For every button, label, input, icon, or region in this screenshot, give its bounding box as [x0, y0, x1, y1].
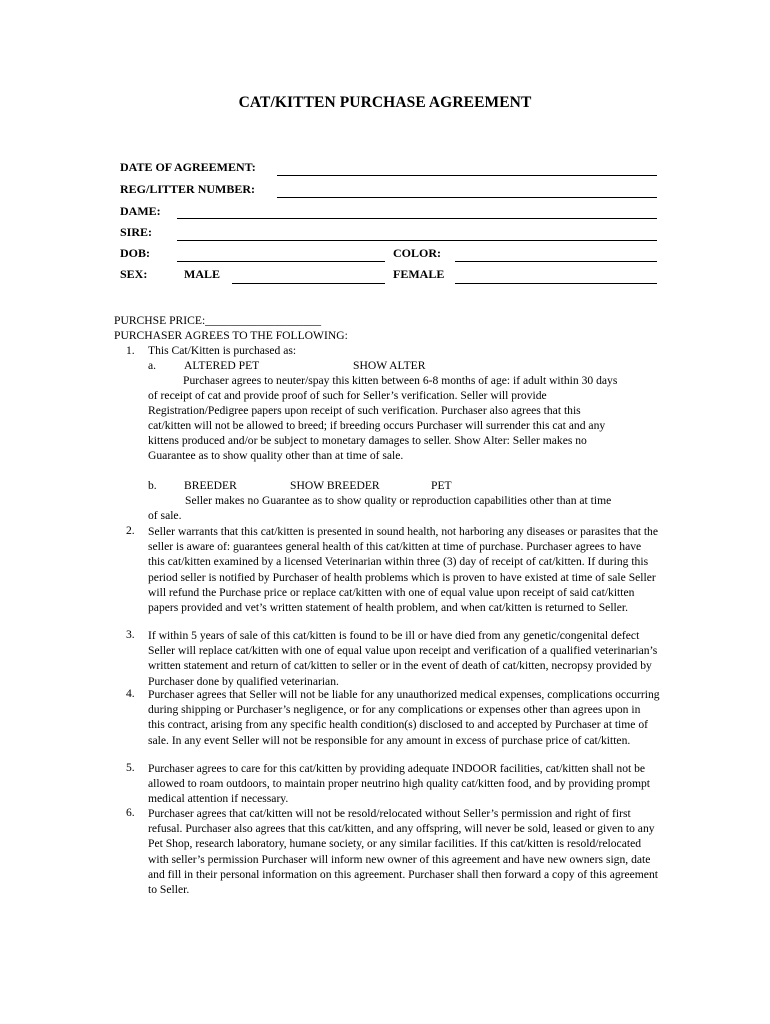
- item-2-text: Seller warrants that this cat/kitten is presented in sound health, not harboring any diseases or parasites that the seller is aware of: guarantees general health of this cat/kitten at time of purchase. Purchaser agrees to have this cat/kitten examined by a licensed Veterinarian within three (3) day of receipt of cat/kitten. If during this period seller is notified by Purchaser of health problems which is proven to have existed at time of sale Seller will refund the Purchase price or replace cat/kitten with one of equal value upon receipt of said cat/kitten papers provided and vet’s written statement of health problem, and when cat/kitten is returned to Seller.: [148, 525, 658, 615]
- color-field[interactable]: [455, 261, 657, 262]
- item-1b-line: Seller makes no Guarantee as to show quality or reproduction capabilities other than at time: [185, 494, 612, 507]
- item-number: 4.: [126, 687, 135, 700]
- item-1a-line: Guarantee as to show quality other than at time of sale.: [148, 449, 404, 462]
- dame-field[interactable]: [177, 218, 657, 219]
- option-show-alter: SHOW ALTER: [353, 359, 426, 372]
- option-pet: PET: [431, 479, 452, 492]
- item-1a-line: kittens produced and/or be subject to monetary damages to seller. Show Alter: Seller makes no: [148, 434, 587, 447]
- sire-label: SIRE:: [120, 225, 153, 239]
- date-of-agreement-field[interactable]: [277, 175, 657, 176]
- reg-litter-number-field[interactable]: [277, 197, 657, 198]
- reg-litter-number-label: REG/LITTER NUMBER:: [120, 182, 256, 196]
- sex-male-label: MALE: [184, 267, 220, 281]
- item-number: 1.: [126, 344, 135, 357]
- item-4-text: Purchaser agrees that Seller will not be liable for any unauthorized medical expenses, complications occurring during shipping or Purchaser’s negligence, or for any complications or expenses other than agrees upon in this contract, arising from any specific health condition(s) disclosed to and accepted by Purchaser at time of sale. In any event Seller will not be responsible for any amount in excess of purchase price of cat/kitten.: [148, 688, 660, 747]
- item-1a-line: Registration/Pedigree papers upon receipt of such verification. Purchaser also agrees that this: [148, 404, 581, 417]
- sire-field[interactable]: [177, 240, 657, 241]
- purchase-price-line: PURCHSE PRICE:____________________: [114, 314, 322, 327]
- sex-female-label: FEMALE: [393, 267, 445, 281]
- item-1b-line: of sale.: [148, 509, 182, 522]
- item-number: 5.: [126, 761, 135, 774]
- item-number: 3.: [126, 628, 135, 641]
- option-breeder: BREEDER: [184, 479, 237, 492]
- option-altered-pet: ALTERED PET: [184, 359, 260, 372]
- dob-field[interactable]: [177, 261, 385, 262]
- color-label: COLOR:: [393, 246, 441, 260]
- purchaser-agrees-heading: PURCHASER AGREES TO THE FOLLOWING:: [114, 329, 348, 342]
- item-number: 2.: [126, 524, 135, 537]
- item-1a-line: of receipt of cat and provide proof of such for Seller’s verification. Seller will provide: [148, 389, 547, 402]
- item-1a-line: cat/kitten will not be allowed to breed; if breeding occurs Purchaser will surrender this cat and any: [148, 419, 606, 432]
- option-show-breeder: SHOW BREEDER: [290, 479, 380, 492]
- sex-label: SEX:: [120, 267, 148, 281]
- male-field[interactable]: [232, 283, 385, 284]
- item-1b-letter: b.: [148, 479, 157, 492]
- item-number: 6.: [126, 806, 135, 819]
- item-1a-letter: a.: [148, 359, 157, 372]
- document-title: CAT/KITTEN PURCHASE AGREEMENT: [238, 94, 532, 111]
- item-5-text: Purchaser agrees to care for this cat/kitten by providing adequate INDOOR facilities, cat/kitten shall not be allowed to roam outdoors, to maintain proper neutrino high quality cat/kitten food, and by providing prompt medical attention if necessary.: [148, 762, 650, 806]
- item-3-text: If within 5 years of sale of this cat/kitten is found to be ill or have died from any genetic/congenital defect Seller will replace cat/kitten with one of equal value upon receipt and verification of a qualified veterinarian’s written statement and return of cat/kitten to seller or in the event of death of cat/kitten, necropsy provided by Purchaser done by qualified veterinarian.: [148, 629, 658, 688]
- dob-label: DOB:: [120, 246, 150, 260]
- item-1a-line: Purchaser agrees to neuter/spay this kitten between 6-8 months of age: if adult within 30 days: [183, 374, 618, 387]
- female-field[interactable]: [455, 283, 657, 284]
- date-of-agreement-label: DATE OF AGREEMENT:: [120, 160, 256, 174]
- item-1-text: This Cat/Kitten is purchased as:: [148, 344, 297, 357]
- dame-label: DAME:: [120, 204, 161, 218]
- item-6-text: Purchaser agrees that cat/kitten will not be resold/relocated without Seller’s permission and right of first refusal. Purchaser also agrees that this cat/kitten, and any offspring, will never be sold, leased or given to any Pet Shop, research laboratory, humane society, or any similar facilities. If this cat/kitten is resold/relocated with seller’s permission Purchaser will inform new owner of this agreement and have new owners sign, date and fill in their personal information on this agreement. Purchaser shall then forward a copy of this agreement to Seller.: [148, 807, 658, 897]
